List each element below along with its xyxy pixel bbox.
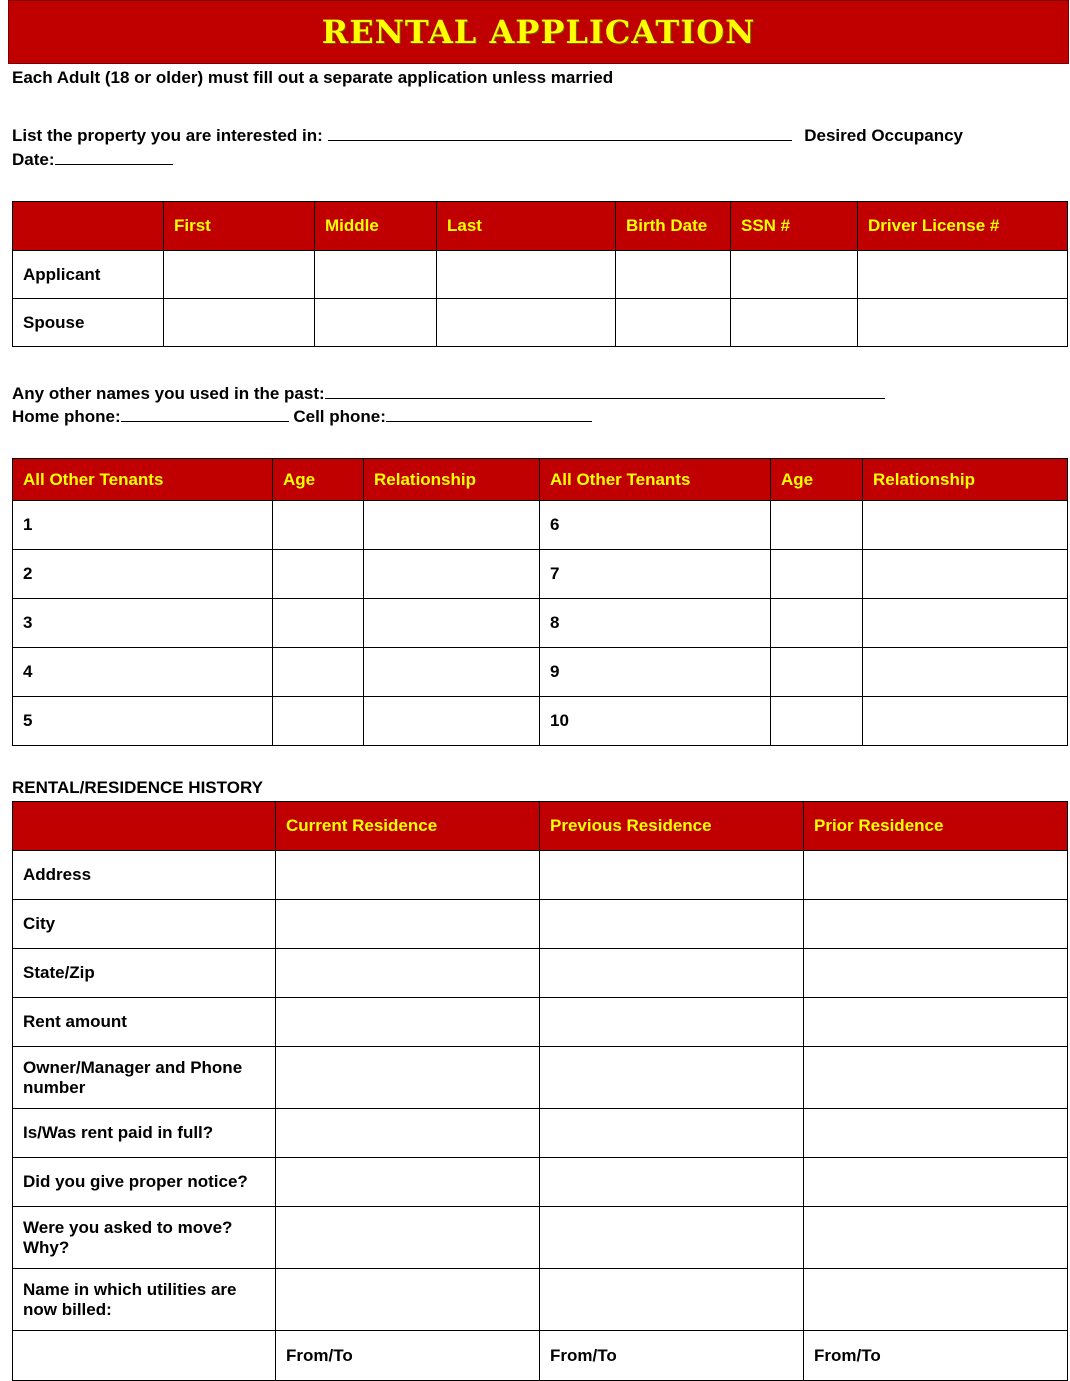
input-cell[interactable] [540, 949, 804, 998]
tenant-number[interactable]: 8 [540, 599, 771, 648]
header-cell: All Other Tenants [540, 459, 771, 501]
input-cell[interactable] [540, 1158, 804, 1207]
table-row [13, 299, 1068, 347]
tenant-number[interactable]: 2 [13, 550, 273, 599]
tenants-header-row [13, 459, 1068, 501]
home-phone-label: Home phone: [12, 407, 121, 426]
header-cell: Middle [315, 202, 437, 251]
header-cell: Birth Date [616, 202, 731, 251]
input-cell[interactable] [273, 599, 364, 648]
table-row [13, 599, 1068, 648]
input-cell[interactable] [804, 1158, 1068, 1207]
row-label: Name in which utilities are now billed: [13, 1269, 276, 1331]
row-label: Is/Was rent paid in full? [13, 1109, 276, 1158]
occupancy-label: Desired Occupancy [804, 126, 963, 145]
input-cell[interactable] [540, 998, 804, 1047]
input-cell[interactable] [616, 299, 731, 347]
input-cell[interactable] [364, 697, 540, 746]
input-cell[interactable] [276, 1269, 540, 1331]
input-cell[interactable] [540, 900, 804, 949]
header-cell: Current Residence [276, 802, 540, 851]
input-cell[interactable] [437, 251, 616, 299]
tenant-number[interactable]: 6 [540, 501, 771, 550]
table-row [13, 648, 1068, 697]
table-row [13, 1331, 1068, 1381]
tenant-number[interactable]: 5 [13, 697, 273, 746]
table-row [13, 550, 1068, 599]
date-line [12, 147, 173, 170]
cell-phone-field[interactable] [386, 404, 592, 422]
input-cell[interactable] [804, 1109, 1068, 1158]
input-cell[interactable] [273, 648, 364, 697]
tenant-number[interactable]: 4 [13, 648, 273, 697]
input-cell[interactable] [540, 1269, 804, 1331]
phone-line [12, 404, 592, 427]
input-cell[interactable] [863, 550, 1068, 599]
title-banner [8, 0, 1069, 64]
input-cell[interactable] [276, 1109, 540, 1158]
input-cell[interactable] [276, 1207, 540, 1269]
row-label: Rent amount [13, 998, 276, 1047]
tenant-number[interactable]: 7 [540, 550, 771, 599]
input-cell[interactable] [273, 697, 364, 746]
input-cell[interactable] [273, 501, 364, 550]
history-header-row [13, 802, 1068, 851]
tenants-table [12, 458, 1068, 746]
input-cell[interactable] [276, 998, 540, 1047]
date-label: Date: [12, 150, 55, 169]
input-cell[interactable] [804, 900, 1068, 949]
input-cell[interactable] [540, 851, 804, 900]
input-cell[interactable] [731, 251, 858, 299]
input-cell[interactable] [273, 550, 364, 599]
input-cell[interactable] [364, 648, 540, 697]
table-row [13, 251, 1068, 299]
input-cell[interactable] [364, 599, 540, 648]
input-cell[interactable] [616, 251, 731, 299]
tenant-number[interactable]: 3 [13, 599, 273, 648]
input-cell[interactable] [804, 1269, 1068, 1331]
table-row [13, 1207, 1068, 1269]
input-cell[interactable] [540, 1109, 804, 1158]
other-names-label: Any other names you used in the past: [12, 384, 325, 403]
header-cell [13, 202, 164, 251]
table-row [13, 697, 1068, 746]
table-row [13, 998, 1068, 1047]
input-cell[interactable] [540, 1047, 804, 1109]
input-cell[interactable] [863, 599, 1068, 648]
tenant-number[interactable]: 1 [13, 501, 273, 550]
input-cell[interactable] [276, 900, 540, 949]
input-cell[interactable] [804, 949, 1068, 998]
table-row [13, 1109, 1068, 1158]
row-label: Were you asked to move? Why? [13, 1207, 276, 1269]
input-cell[interactable] [863, 648, 1068, 697]
input-cell[interactable] [771, 697, 863, 746]
row-label: Spouse [13, 299, 164, 347]
applicant-header-row [13, 202, 1068, 251]
adult-notice: Each Adult (18 or older) must fill out a separate application unless married [12, 68, 614, 87]
header-cell: Relationship [863, 459, 1068, 501]
header-cell: Relationship [364, 459, 540, 501]
header-cell: Age [273, 459, 364, 501]
input-cell[interactable] [276, 949, 540, 998]
home-phone-field[interactable] [121, 404, 289, 422]
tenant-number[interactable]: 10 [540, 697, 771, 746]
header-cell: Last [437, 202, 616, 251]
input-cell[interactable] [771, 550, 863, 599]
input-cell[interactable] [804, 998, 1068, 1047]
row-label: Owner/Manager and Phone number [13, 1047, 276, 1109]
tenant-number[interactable]: 9 [540, 648, 771, 697]
header-cell: First [164, 202, 315, 251]
header-cell: All Other Tenants [13, 459, 273, 501]
input-cell[interactable] [771, 648, 863, 697]
input-cell[interactable] [276, 851, 540, 900]
row-label: Did you give proper notice? [13, 1158, 276, 1207]
row-label: Applicant [13, 251, 164, 299]
cell-phone-label: Cell phone: [293, 407, 386, 426]
input-cell[interactable] [315, 299, 437, 347]
page-title: RENTAL APPLICATION [321, 13, 756, 51]
property-label: List the property you are interested in: [12, 126, 323, 145]
input-cell[interactable] [858, 299, 1068, 347]
from-to-cell[interactable]: From/To [276, 1331, 540, 1381]
input-cell[interactable] [863, 501, 1068, 550]
input-cell[interactable] [731, 299, 858, 347]
input-cell[interactable] [364, 550, 540, 599]
row-label: City [13, 900, 276, 949]
input-cell[interactable] [804, 851, 1068, 900]
input-cell[interactable] [315, 251, 437, 299]
table-row [13, 501, 1068, 550]
input-cell[interactable] [858, 251, 1068, 299]
property-field[interactable] [328, 123, 792, 141]
input-cell[interactable] [540, 1207, 804, 1269]
input-cell[interactable] [437, 299, 616, 347]
history-table [12, 801, 1068, 1381]
table-row [13, 1047, 1068, 1109]
input-cell[interactable] [364, 501, 540, 550]
table-row [13, 851, 1068, 900]
applicant-table [12, 201, 1068, 347]
input-cell[interactable] [13, 1331, 276, 1381]
from-to-cell[interactable]: From/To [540, 1331, 804, 1381]
input-cell[interactable] [164, 299, 315, 347]
header-cell [13, 802, 276, 851]
header-cell: SSN # [731, 202, 858, 251]
input-cell[interactable] [276, 1047, 540, 1109]
from-to-cell[interactable]: From/To [804, 1331, 1068, 1381]
row-label: State/Zip [13, 949, 276, 998]
header-cell: Previous Residence [540, 802, 804, 851]
header-cell: Age [771, 459, 863, 501]
input-cell[interactable] [804, 1047, 1068, 1109]
header-cell: Prior Residence [804, 802, 1068, 851]
input-cell[interactable] [771, 599, 863, 648]
header-cell: Driver License # [858, 202, 1068, 251]
other-names-field[interactable] [325, 381, 885, 399]
input-cell[interactable] [276, 1158, 540, 1207]
input-cell[interactable] [863, 697, 1068, 746]
history-section-title: RENTAL/RESIDENCE HISTORY [12, 778, 263, 797]
property-line [12, 123, 963, 146]
input-cell[interactable] [771, 501, 863, 550]
input-cell[interactable] [164, 251, 315, 299]
input-cell[interactable] [804, 1207, 1068, 1269]
table-row [13, 949, 1068, 998]
table-row [13, 1269, 1068, 1331]
row-label: Address [13, 851, 276, 900]
table-row [13, 1158, 1068, 1207]
table-row [13, 900, 1068, 949]
date-field[interactable] [55, 147, 173, 165]
other-names-line [12, 381, 885, 404]
